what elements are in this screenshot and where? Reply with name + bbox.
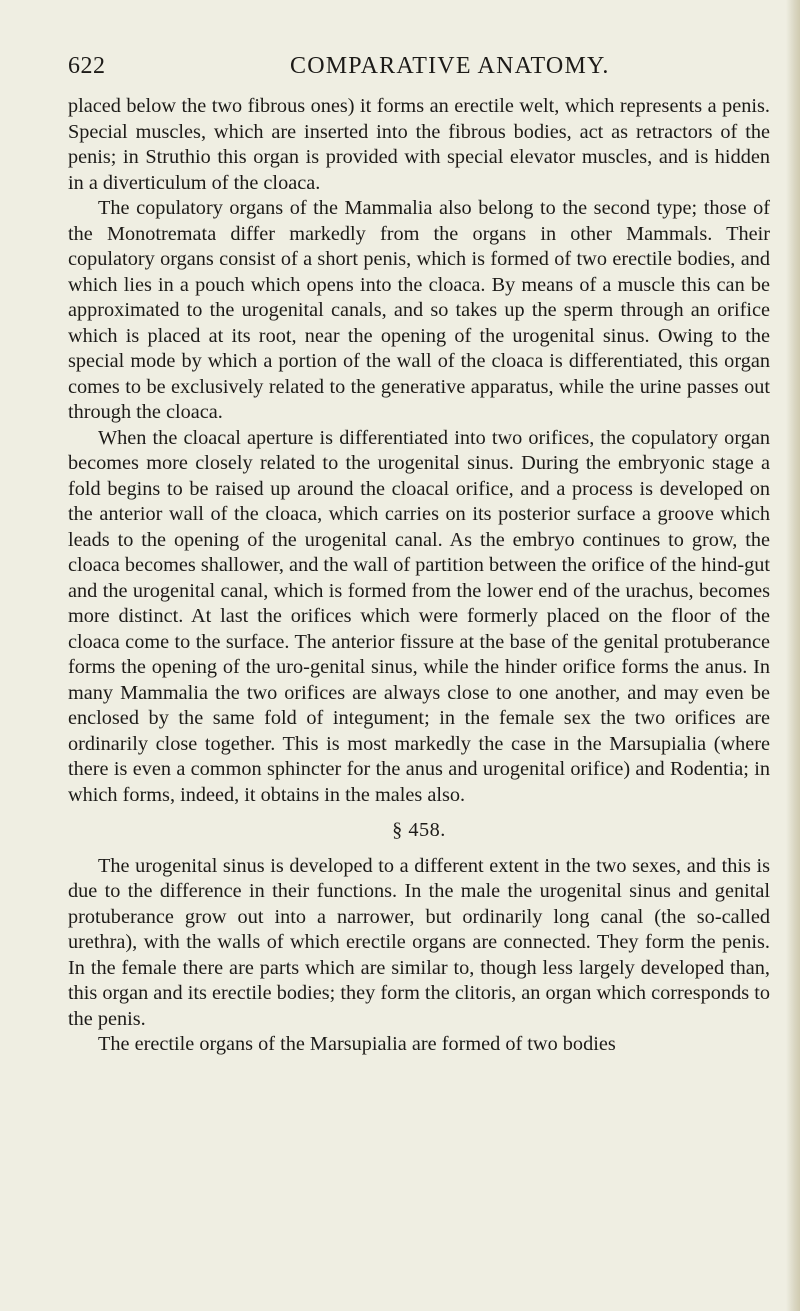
section-heading: § 458. bbox=[392, 819, 446, 841]
paragraph-cloacal-aperture: When the cloacal aperture is differentiated into two orifices, the copulatory organ becomes more closely related to the urogenital sinus. During the embryonic stage a fold begins to be raised up around the cloacal orifice, and a process is developed on the anterior wall of the cloaca, which carries on its posterior surface a groove which leads to the opening of the urogenital canal. As the embryo continues to grow, the cloaca becomes shallower, and the wall of partition between the orifice of the hind-gut and the urogenital canal, which is formed from the lower end of the urachus, becomes more distinct. At last the orifices which were formerly placed on the floor of the cloaca come to the surface. The anterior fissure at the base of the genital protuberance forms the opening of the uro-genital sinus, while the hinder orifice forms the anus. In many Mammalia the two orifices are always close to one another, and may even be enclosed by the same fold of integument; in the female sex the two orifices are ordinarily close together. This is most markedly the case in the Marsupialia (where there is even a common sphincter for the anus and urogenital orifice) and Rodentia; in which forms, indeed, it obtains in the males also. bbox=[68, 426, 771, 806]
body-text bbox=[68, 94, 770, 1058]
paragraph-mammalia-copulatory-organs: The copulatory organs of the Mammalia also belong to the second type; those of the Monotremata differ markedly from the organs in other Mammals. Their copulatory organs consist of a short penis, which is formed of two erectile bodies, and which lies in a pouch which opens into the cloaca. By means of a muscle this can be approximated to the urogenital canals, and so takes up the sperm through an orifice which is placed at its root, near the opening of the urogenital sinus. Owing to the special mode by which a portion of the wall of the cloaca is differentiated, this organ comes to be exclusively related to the generative apparatus, while the urine passes out through the cloaca. bbox=[68, 197, 770, 423]
page-header bbox=[68, 53, 768, 83]
paragraph-urogenital-sinus: The urogenital sinus is developed to a different extent in the two sexes, and this is due to the difference in their functions. In the male the urogenital sinus and genital protuberance grow out into a narrower, but ordinarily long canal (the so-called urethra), with the walls of which erectile organs are connected. They form the penis. In the female there are parts which are similar to, though less largely developed than, this organ and its erectile bodies; they form the clitoris, an organ which corresponds to the penis. bbox=[68, 854, 770, 1030]
running-title: COMPARATIVE ANATOMY. bbox=[290, 53, 610, 79]
page-edge-shadow bbox=[786, 0, 800, 1311]
page-number: 622 bbox=[68, 53, 106, 79]
paragraph-continued: placed below the two fibrous ones) it forms an erectile welt, which represents a penis. Special muscles, which are inserted into the fibrous bodies, act as retractors of the penis; in Struthio this organ is provided with special elevator muscles, and is hidden in a diverticulum of the cloaca. bbox=[68, 95, 770, 194]
paragraph-marsupialia-erectile-organs: The erectile organs of the Marsupialia are formed of two bodies bbox=[98, 1033, 616, 1055]
